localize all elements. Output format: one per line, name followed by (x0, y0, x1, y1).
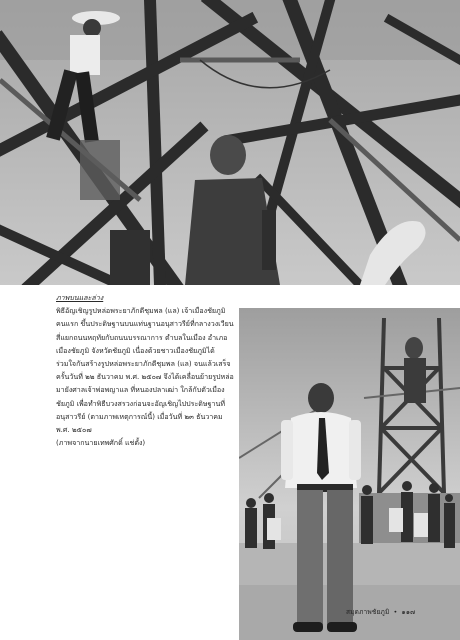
page-footer (346, 607, 415, 617)
caption-body: พิธีอัญเชิญรูปหล่อพระยาภักดีชุมพล (แล) เจ้าเมืองชัยภูมิคนแรก ขึ้นประดิษฐานบนแท่นฐานอนุสาวรีย์ที่กลางวงเวียนสี่แยกถนนหฤทัยกับถนนบรรณาการ ตำบลในเมือง อำเภอเมืองชัยภูมิ จังหวัดชัยภูมิ เนื่องด้วยชาวเมืองชัยภูมิได้ร่วมใจกันสร้างรูปหล่อพระยาภักดีชุมพล (แล) จนแล้วเสร็จ ครั้นวันที่ ๒๒ ธันวาคม พ.ศ. ๒๕๐๗ จึงได้เคลื่อนย้ายรูปหล่อมายังศาลเจ้าพ่อพญาแล ที่หนองปลาเฒ่า ใกล้กับตัวเมืองชัยภูมิ เพื่อทำพิธีบวงสรวงก่อนจะอัญเชิญไปประดิษฐานที่อนุสาวรีย์ (ตามภาพเหตุการณ์นี้) เมื่อวันที่ ๒๓ ธันวาคม พ.ศ. ๒๕๐๗ (56, 306, 234, 435)
photo-caption (56, 291, 234, 449)
book-title: สมุดภาพชัยภูมิ (346, 608, 390, 616)
bottom-photo (239, 308, 460, 640)
top-photo (0, 0, 460, 285)
caption-heading: ภาพบนและล่าง (56, 293, 104, 302)
page-number: ๑๑๗ (401, 608, 416, 616)
footer-bullet: • (393, 608, 398, 616)
caption-credit: (ภาพจากนายเทพศักดิ์ แช่ตั้ง) (56, 438, 146, 448)
